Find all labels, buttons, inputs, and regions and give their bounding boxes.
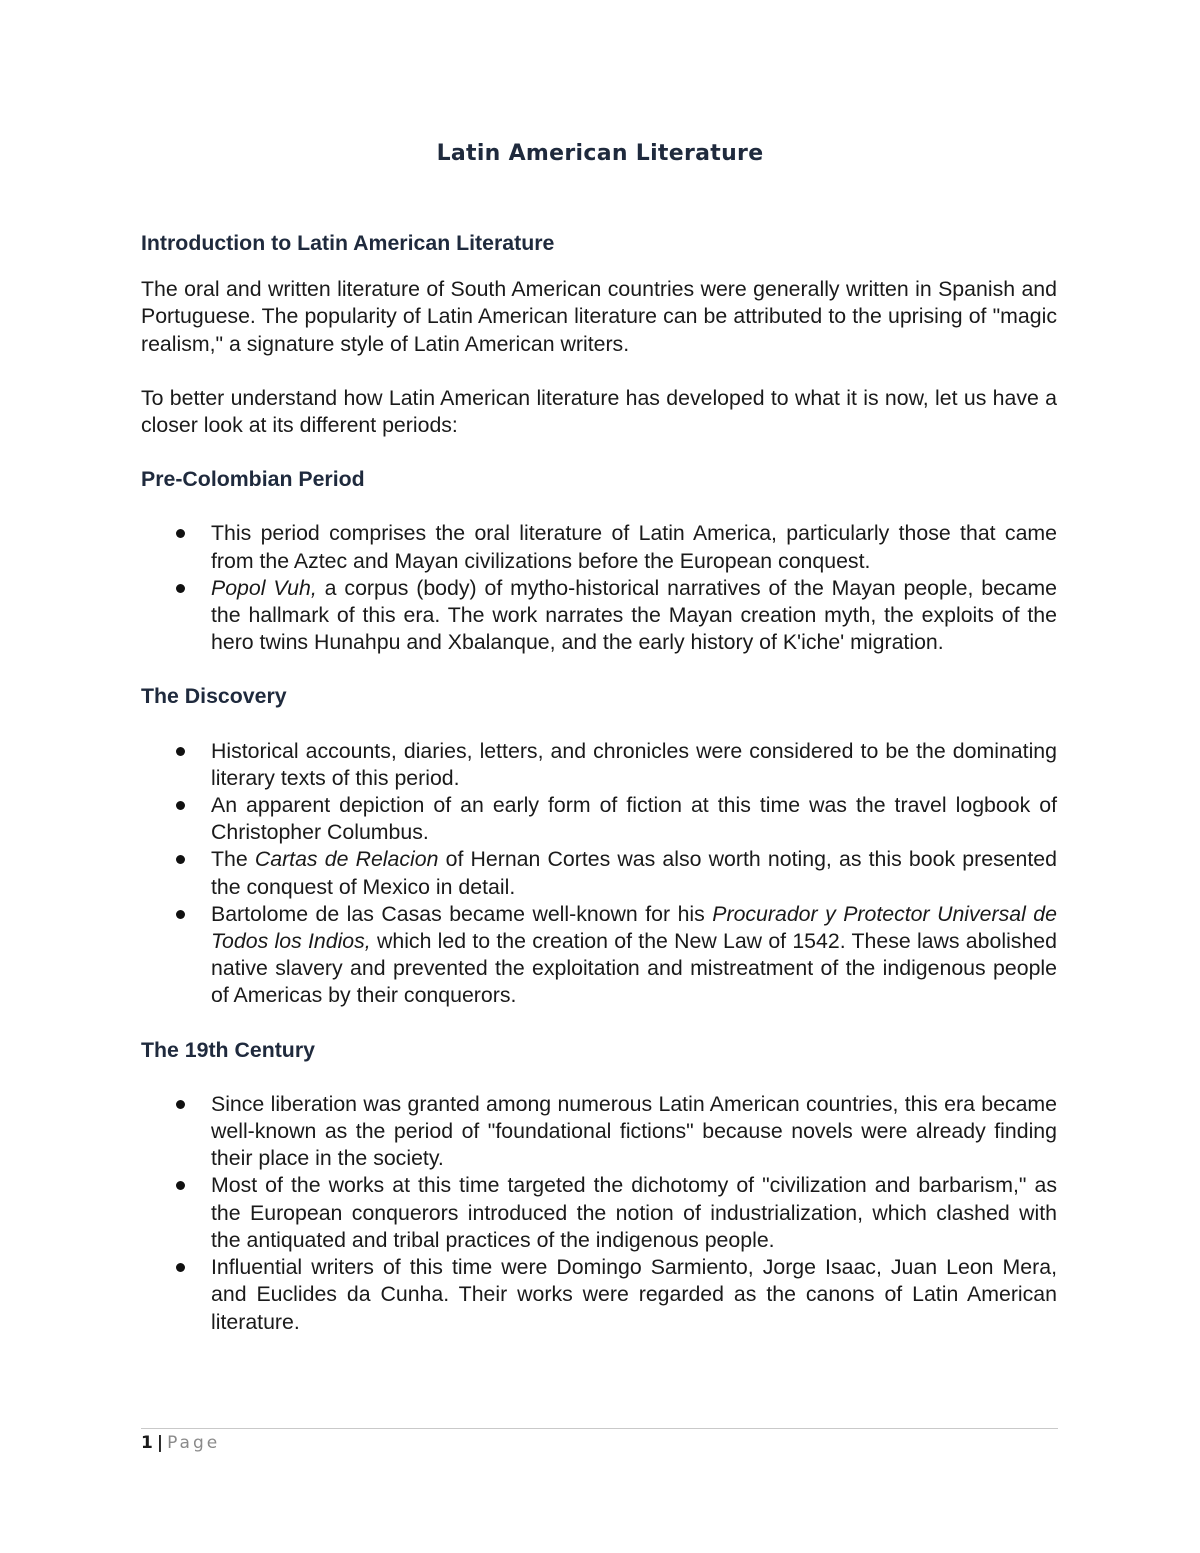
page-label: Page (167, 1433, 221, 1453)
list-item-text: Most of the works at this time targeted the dichotomy of "civilization and barbarism," as the European conquerors introduced the notion of industrialization, which clashed with the antiquated and tribal practices of the indigenous people. (211, 1173, 1057, 1252)
list-item-text: of Hernan Cortes was also worth noting, as this book presented the conquest of Mexico in detail. (211, 847, 1057, 899)
list-item (211, 738, 1057, 792)
precolombian-list (141, 520, 1057, 656)
list-item (211, 792, 1057, 846)
procurador-title: Procurador y Protector Universal de Todos los Indios, (211, 901, 1057, 954)
list-item (211, 846, 1057, 900)
list-item-text: An apparent depiction of an early form of fiction at this time was the travel logbook of Christopher Columbus. (211, 793, 1057, 845)
list-item (211, 901, 1057, 1010)
list-item (211, 1091, 1057, 1173)
intro-heading: Introduction to Latin American Literature (141, 231, 555, 255)
list-item (211, 1172, 1057, 1254)
century19-heading: The 19th Century (141, 1037, 315, 1062)
footer-separator: | (156, 1433, 164, 1453)
footer-divider (141, 1428, 1058, 1429)
page-number: 1 (141, 1433, 153, 1453)
list-item (211, 1254, 1057, 1336)
list-item-text: Influential writers of this time were Domingo Sarmiento, Jorge Isaac, Juan Leon Mera, and Euclides da Cunha. Their works were regarded as the canons of Latin American literature. (211, 1255, 1057, 1334)
list-item-text: which led to the creation of the New Law of 1542. These laws abolished native slavery and prevented the exploitation and mistreatment of the indigenous people of Americas by their conquerors. (211, 929, 1057, 1008)
list-item-text: The (211, 847, 255, 872)
list-item-text: Bartolome de las Casas became well-known for his (211, 901, 713, 926)
discovery-heading: The Discovery (141, 684, 287, 709)
list-item (211, 575, 1057, 657)
popol-vuh-title: Popol Vuh, (211, 575, 317, 600)
document-body (141, 230, 1057, 1336)
century19-list (141, 1091, 1057, 1336)
intro-paragraph-2: To better understand how Latin American literature has developed to what it is now, let us have a closer look at its different periods: (141, 385, 1057, 438)
list-item-text: Historical accounts, diaries, letters, and chronicles were considered to be the dominating literary texts of this period. (211, 738, 1057, 790)
cartas-title: Cartas de Relacion (254, 847, 439, 872)
precolombian-heading: Pre-Colombian Period (141, 467, 365, 492)
intro-paragraph-1: The oral and written literature of South American countries were generally written in Spanish and Portuguese. The popularity of Latin American literature can be attributed to the uprising of "magic realism," a signature style of Latin American writers. (141, 277, 1057, 356)
list-item-text: Since liberation was granted among numerous Latin American countries, this era became well-known as the period of "foundational fictions" because novels were already finding their place in the society. (211, 1091, 1057, 1171)
list-item-text: This period comprises the oral literature of Latin America, particularly those that came from the Aztec and Mayan civilizations before the European conquest. (211, 521, 1057, 573)
page-footer (141, 1433, 220, 1453)
discovery-list (141, 738, 1057, 1010)
document-title: Latin American Literature (436, 141, 764, 166)
list-item (211, 520, 1057, 574)
list-item-text: a corpus (body) of mytho-historical narratives of the Mayan people, became the hallmark of this era. The work narrates the Mayan creation myth, the exploits of the hero twins Hunahpu and Xbalanque, and the early history of K'iche' migration. (211, 575, 1058, 655)
